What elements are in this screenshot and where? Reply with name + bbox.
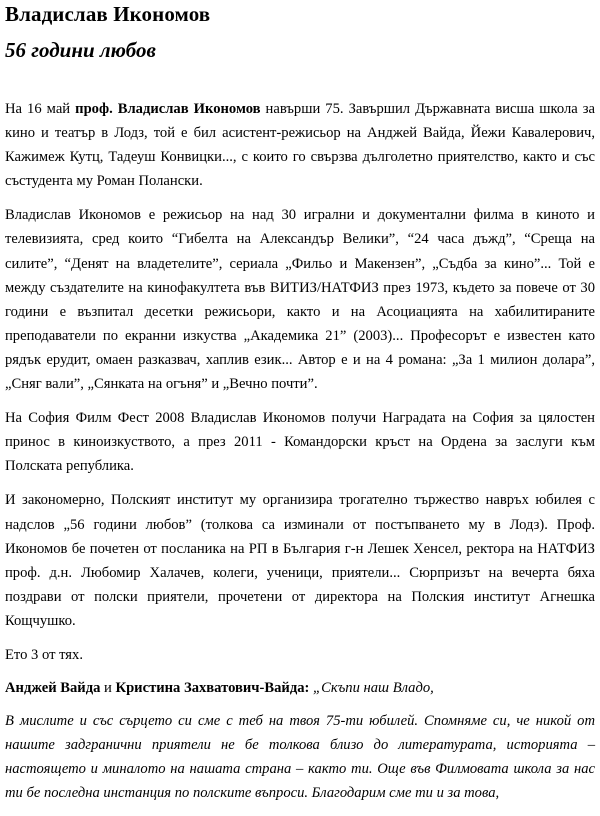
- paragraph-intro: [5, 97, 595, 193]
- paragraph-letter-body: В мислите и със сърцето си сме с теб на твоя 75-ти юбилей. Спомняме си, че никой от нашите задгранични приятели не бе толкова близо до литературата, историята – настоящето и миналото на нашата страна – както ти. Още във Филмовата школа за нас ти бе последна инстанция по полските въпроси. Благодарим сме ти и за това,: [5, 713, 595, 802]
- article-body: [5, 97, 595, 816]
- paragraph-greetings-intro: Ето 3 от тях.: [5, 646, 83, 663]
- paragraph-letter-heading: [5, 676, 595, 700]
- author-name-1: Анджей Вайда: [5, 680, 101, 697]
- paragraph-celebration: И закономерно, Полският институт му организира трогателно тържество навръх юбилея с надслов „56 години любов” (толкова са изминали от постъпването му в Лодз). Проф. Икономов бе почетен от посланика на РП в България г-н Лешек Хенсел, ректора на НАТФИЗ проф. д.н. Любомир Халачев, колеги, ученици, приятели... Сюрпризът на вечерта бяха поздрави от полски приятели, прочетени от директора на Полския институт Агнешка Кощчушко.: [5, 492, 595, 629]
- conjunction: и: [100, 680, 116, 697]
- author-name-2: Кристина Захватович-Вайда:: [115, 680, 310, 697]
- intro-lead: На 16 май: [5, 101, 76, 117]
- paragraph-filmography: Владислав Икономов е режисьор на над 30 игрални и документални филма в киното и телевизията, сред които “Гибелта на Александър Велики”, “24 часа дъжд”, “Среща на силите”, “Денят на владетелите”, сериала „Фильо и Макензен”, „Съдба за кино”... Той е между създателите на кинофакултета във ВИТИЗ/НАТФИЗ през 1973, където за повече от 30 години е възпитал десетки режисьори, както и на Асоциацията на хабилитираните преподаватели по екранни изкуства „Академика 21” (2003)... Професорът е известен като рядък ерудит, омаен разказвач, хаплив език... Автор е и на 4 романа: „За 1 милион долара”, „Сняг вали”, „Сянката на огъня” и „Вечно почти”.: [5, 207, 595, 393]
- intro-rest: навърши 75. Завършил Държавната висша школа за кино и театър в Лодз, той е бил асистент-режисьор на Анджей Вайда, Йежи Кавалерович, Кажимеж Кутц, Тадеуш Конвицки..., с които го свързва дълголетно приятелство, както и със състудента му Роман Полански.: [5, 101, 595, 190]
- article-subtitle: 56 години любов: [5, 38, 156, 62]
- article-title: Владислав Икономов: [5, 2, 211, 26]
- letter-salutation: „Скъпи наш Владо,: [309, 680, 434, 697]
- paragraph-awards: На София Филм Фест 2008 Владислав Икономов получи Наградата на София за цялостен принос в киноизкуството, а през 2011 - Командорски кръст на Ордена за заслуги към Полската република.: [5, 410, 595, 475]
- honoree-name: проф. Владислав Икономов: [75, 101, 261, 117]
